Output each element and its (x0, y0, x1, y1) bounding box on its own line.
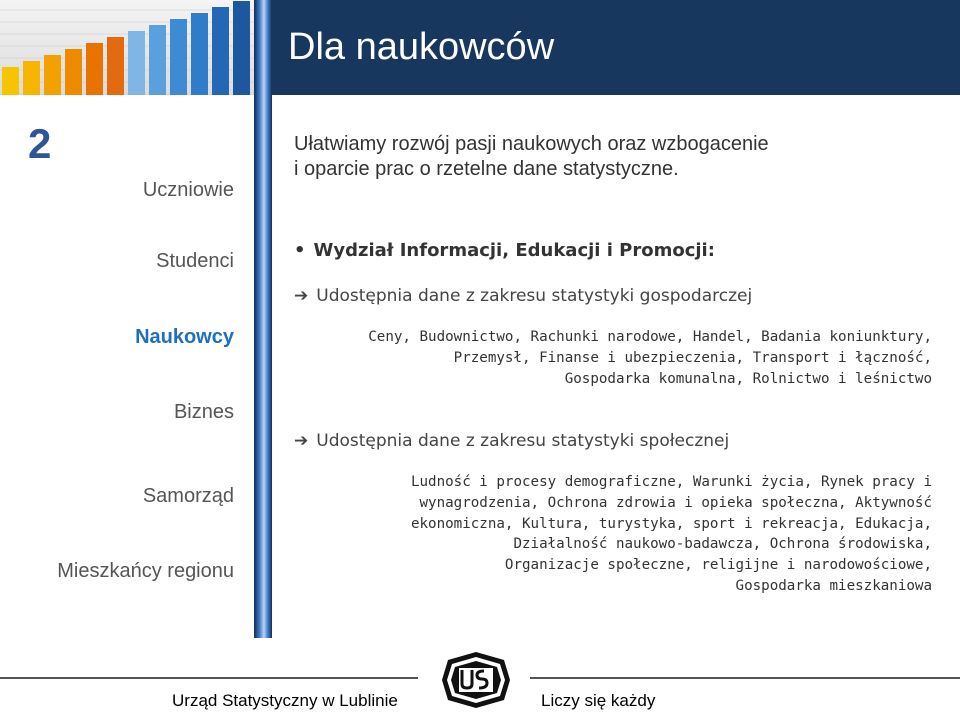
nav-item-studenci[interactable]: Studenci (156, 250, 234, 272)
economic-heading: Udostępnia dane z zakresu statystyki gospodarczej (316, 286, 753, 306)
footer-rule (0, 677, 418, 679)
nav-item-uczniowie[interactable]: Uczniowie (142, 179, 234, 201)
intro-text (294, 132, 914, 182)
decor-bar (233, 1, 250, 95)
social-topics (312, 472, 932, 597)
topic-line: Gospodarka komunalna, Rolnictwo i leśnictwo (564, 370, 932, 387)
footer-organization: Urząd Statystyczny w Lublinie (172, 691, 398, 710)
intro-line: Ułatwiamy rozwój pasji naukowych oraz wzbogacenie (294, 133, 769, 155)
intro-line: i oparcie prac o rzetelne dane statystyczne. (294, 158, 679, 180)
decor-bar (65, 49, 82, 95)
topic-line: Gospodarka mieszkaniowa (735, 577, 932, 594)
decor-bar (2, 67, 19, 95)
decor-bar (191, 13, 208, 95)
decor-bar (86, 43, 103, 95)
ustat-logo-icon[interactable] (440, 650, 512, 710)
social-subheading (294, 430, 729, 452)
topic-line: Ludność i procesy demograficzne, Warunki życia, Rynek pracy i (410, 474, 932, 490)
arrow-right-icon: ➔ (294, 431, 309, 451)
department-label: Wydział Informacji, Edukacji i Promocji: (313, 240, 715, 261)
page-title: Dla naukowców (288, 26, 555, 68)
footer-rule (530, 677, 960, 679)
nav-item-samorzad[interactable]: Samorząd (142, 485, 234, 507)
decor-bar (170, 19, 187, 95)
decor-bar (107, 37, 124, 95)
bar-chart-decor-icon (0, 0, 270, 95)
department-heading (294, 240, 715, 262)
nav-item-naukowcy[interactable]: Naukowcy (135, 326, 234, 348)
topic-line: Ceny, Budownictwo, Rachunki narodowe, Handel, Badania koniunktury, (368, 329, 932, 345)
arrow-right-icon: ➔ (294, 286, 309, 306)
slide-number: 2 (28, 120, 52, 167)
economic-subheading (294, 285, 752, 307)
decor-bar (149, 25, 166, 95)
economic-topics (312, 327, 932, 389)
social-heading: Udostępnia dane z zakresu statystyki społecznej (316, 431, 730, 451)
footer-slogan: Liczy się każdy (541, 691, 656, 710)
topic-line: wynagrodzenia, Ochrona zdrowia i opieka społeczna, Aktywność (419, 494, 932, 511)
decor-bar (212, 7, 229, 95)
decor-bar (44, 55, 61, 95)
topic-line: ekonomiczna, Kultura, turystyka, sport i rekreacja, Edukacja, (410, 515, 932, 532)
nav-item-biznes[interactable]: Biznes (173, 401, 234, 423)
decor-bar (23, 61, 40, 95)
topic-line: Przemysł, Finanse i ubezpieczenia, Transport i łączność, (453, 349, 932, 366)
decor-bar (128, 31, 145, 95)
nav-item-mieszkancy[interactable]: Mieszkańcy regionu (57, 560, 234, 582)
bullet-icon: • (294, 240, 306, 261)
topic-line: Działalność naukowo-badawcza, Ochrona środowiska, (513, 536, 932, 553)
side-divider (254, 0, 272, 95)
side-divider (254, 95, 272, 638)
topic-line: Organizacje społeczne, religijne i narodowościowe, (504, 557, 932, 574)
